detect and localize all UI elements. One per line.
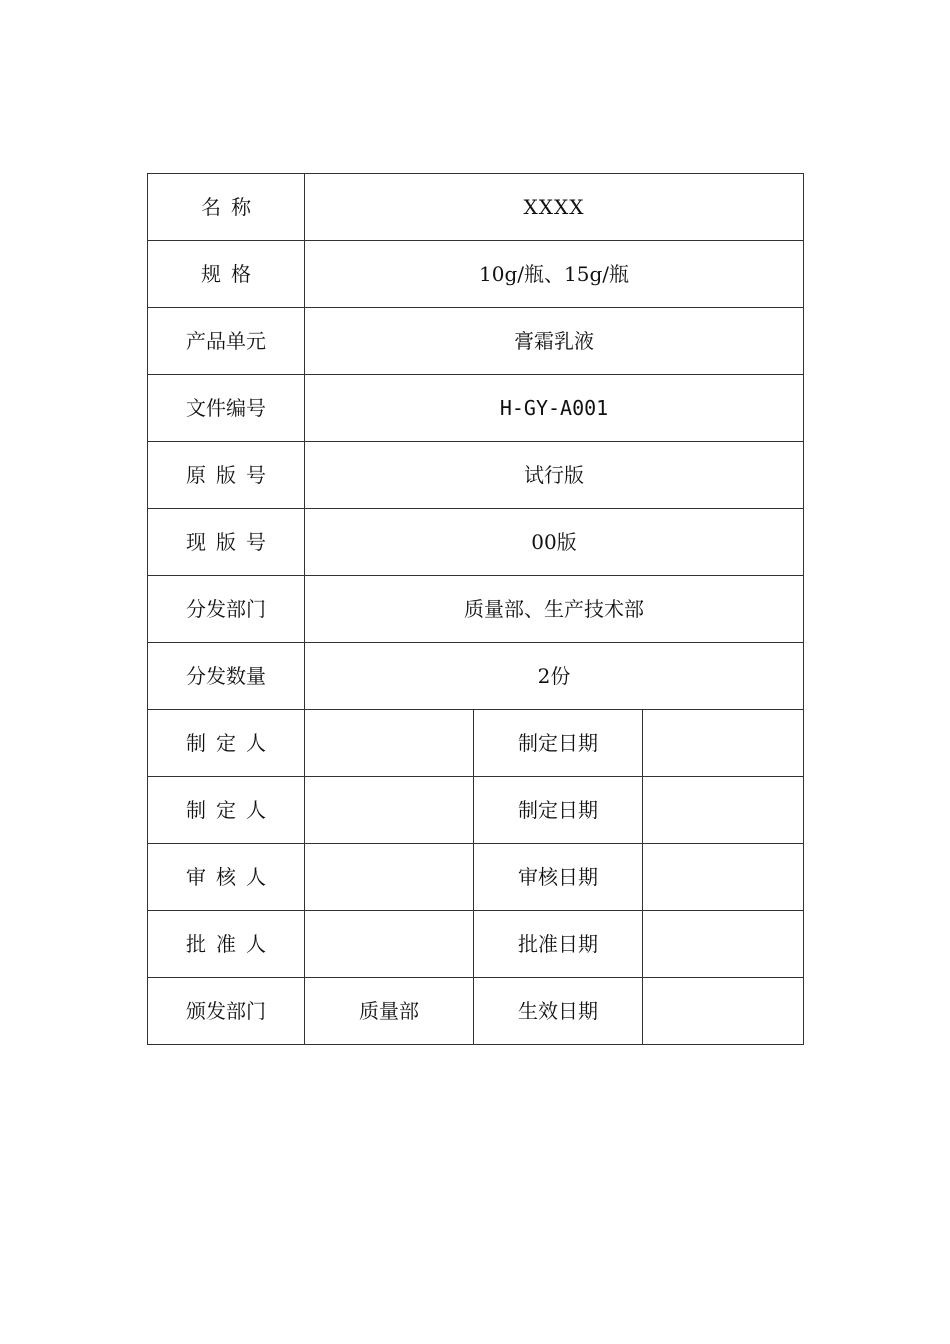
table-row: [148, 978, 804, 1045]
drafting-date-value: [643, 710, 804, 777]
table-row: [148, 844, 804, 911]
table-row: [148, 308, 804, 375]
effective-date-label: 生效日期: [474, 978, 643, 1045]
drafter-value: [305, 710, 474, 777]
file-number-label: 文件编号: [148, 375, 305, 442]
review-date-label: 审核日期: [474, 844, 643, 911]
table-row: [148, 509, 804, 576]
approval-date-label: 批准日期: [474, 911, 643, 978]
effective-date-value: [643, 978, 804, 1045]
approval-date-value: [643, 911, 804, 978]
approver-label: 批准人: [148, 911, 305, 978]
distribution-quantity-label: 分发数量: [148, 643, 305, 710]
drafter-label: 制定人: [148, 777, 305, 844]
distribution-dept-value: 质量部、生产技术部: [305, 576, 804, 643]
drafter-value: [305, 777, 474, 844]
table-row: [148, 643, 804, 710]
spec-value: 10g/瓶、15g/瓶: [305, 241, 804, 308]
distribution-quantity-value: 2份: [305, 643, 804, 710]
reviewer-label: 审核人: [148, 844, 305, 911]
original-version-label: 原版号: [148, 442, 305, 509]
drafting-date-label: 制定日期: [474, 777, 643, 844]
name-label: 名称: [148, 174, 305, 241]
drafter-label: 制定人: [148, 710, 305, 777]
issuing-dept-value: 质量部: [305, 978, 474, 1045]
name-value: XXXX: [305, 174, 804, 241]
table-row: [148, 777, 804, 844]
drafting-date-label: 制定日期: [474, 710, 643, 777]
product-unit-value: 膏霜乳液: [305, 308, 804, 375]
table-row: [148, 911, 804, 978]
table-row: [148, 375, 804, 442]
issuing-dept-label: 颁发部门: [148, 978, 305, 1045]
product-unit-label: 产品单元: [148, 308, 305, 375]
drafting-date-value: [643, 777, 804, 844]
review-date-value: [643, 844, 804, 911]
table-row: [148, 241, 804, 308]
current-version-value: 00版: [305, 509, 804, 576]
reviewer-value: [305, 844, 474, 911]
document-cover-table: [147, 173, 804, 1045]
distribution-dept-label: 分发部门: [148, 576, 305, 643]
table-row: [148, 576, 804, 643]
file-number-value: H-GY-A001: [305, 375, 804, 442]
approver-value: [305, 911, 474, 978]
table-row: [148, 442, 804, 509]
table-row: [148, 174, 804, 241]
original-version-value: 试行版: [305, 442, 804, 509]
spec-label: 规格: [148, 241, 305, 308]
table-row: [148, 710, 804, 777]
current-version-label: 现版号: [148, 509, 305, 576]
